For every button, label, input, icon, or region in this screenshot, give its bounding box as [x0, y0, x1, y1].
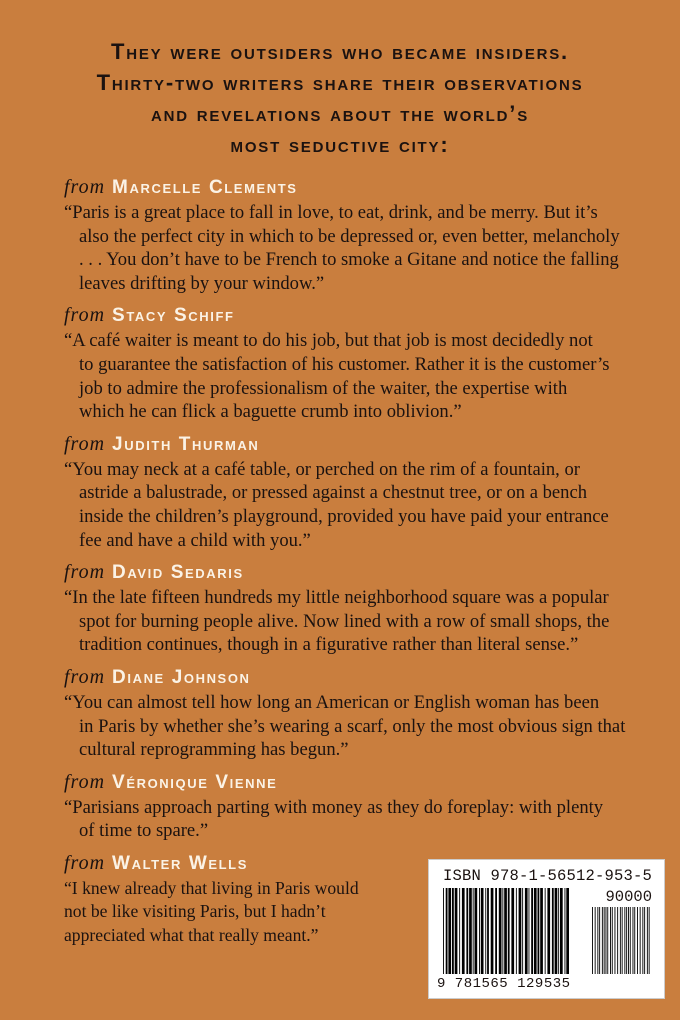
from-label: from [64, 176, 106, 198]
barcode-bar [534, 888, 537, 974]
quote-entry-david-sedaris [64, 559, 634, 657]
barcode-bar [479, 888, 480, 974]
barcode-bar [644, 907, 645, 974]
barcode-bar [529, 888, 530, 974]
attribution [64, 431, 634, 458]
author-name: Walter Wells [112, 852, 248, 874]
barcode-bar [455, 888, 458, 974]
quote-line: “You can almost tell how long an American or English woman has been [64, 691, 600, 713]
barcode-bar [462, 888, 465, 974]
barcode-bar [649, 907, 650, 974]
barcode-bar [516, 888, 517, 974]
quote-entry-judith-thurman [64, 431, 634, 552]
headline-line: Thirty-two writers share their observations [96, 70, 584, 95]
quote-text [64, 796, 634, 843]
barcode-bar [633, 907, 634, 974]
barcode-bar [607, 907, 608, 974]
barcode-bar [565, 888, 566, 974]
quote-line: “In the late fifteen hundreds my little neighborhood square was a popular [64, 587, 609, 609]
headline-line: most seductive city: [230, 132, 450, 157]
barcode-bar [525, 888, 528, 974]
barcode-bar [612, 907, 613, 974]
barcode-digits: 9 781565 129535 [437, 976, 571, 992]
from-label: from [64, 561, 106, 584]
barcode-bar [522, 888, 523, 974]
attribution [64, 664, 634, 691]
barcode-bar [626, 907, 627, 974]
quote-line: spot for burning people alive. Now lined with a row of small shops, the [79, 610, 610, 632]
barcode-bar [624, 907, 625, 974]
author-name: Judith Thurman [112, 433, 260, 455]
barcode-bar [499, 888, 502, 974]
quote-line: also the perfect city in which to be depressed or, even better, melancholy [79, 225, 620, 247]
barcode-bar [469, 888, 472, 974]
barcode-bar [595, 907, 596, 974]
barcode-bar [566, 888, 569, 974]
attribution [64, 302, 634, 329]
barcode-bar [552, 888, 554, 974]
quote-line: “Parisians approach parting with money as they do foreplay: with plenty [64, 796, 604, 818]
quote-line: which he can flick a baguette crumb into oblivion.” [79, 401, 462, 423]
price-barcode-bars [592, 907, 650, 974]
barcode-bar [481, 888, 484, 974]
barcode-bar [615, 907, 616, 974]
author-name: Marcelle Clements [112, 177, 298, 198]
barcode-bar [504, 888, 507, 974]
barcode-bar [647, 907, 648, 974]
barcode-bar [452, 888, 454, 974]
quote-entry-veronique-vienne [64, 769, 634, 843]
quote-line: to guarantee the satisfaction of his customer. Rather it is the customer’s [79, 353, 610, 375]
barcode-bar [545, 888, 546, 974]
barcode-bar [502, 888, 503, 974]
barcode-bar [560, 888, 563, 974]
author-name: Stacy Schiff [112, 305, 235, 327]
barcode-bar [640, 907, 641, 974]
barcode-bar [495, 888, 497, 974]
quote-line: cultural reprogramming has begun.” [79, 739, 349, 761]
back-cover-headline [60, 36, 620, 160]
quote-entry-stacy-schiff [64, 302, 634, 423]
quote-line: tradition continues, though in a figurative rather than literal sense.” [79, 634, 579, 656]
quote-text [64, 691, 634, 762]
barcode-bar [531, 888, 533, 974]
barcode-bar [592, 907, 593, 974]
barcode-bar [519, 888, 522, 974]
quote-line: appreciated what that really meant.” [64, 925, 319, 946]
quote-line: “A café waiter is meant to do his job, but that job is most decidedly not [64, 330, 593, 352]
barcode-bar [508, 888, 510, 974]
quote-line: job to admire the professionalism of the waiter, the expertise with [79, 377, 568, 399]
isbn-number: ISBN 978-1-56512-953-5 [443, 867, 653, 885]
quote-line: not be like visiting Paris, but I hadn’t [64, 901, 326, 922]
quote-line: fee and have a child with you.” [79, 529, 311, 551]
quote-line: “I knew already that living in Paris would [64, 877, 359, 898]
quote-line: “You may neck at a café table, or perched on the rim of a fountain, or [64, 458, 580, 480]
barcode-bar [634, 907, 635, 974]
price-code: 90000 [605, 888, 652, 906]
headline-line: and revelations about the world’s [150, 101, 529, 126]
barcode-bar [606, 907, 607, 974]
barcode-bar [642, 907, 643, 974]
quote-text [64, 329, 634, 423]
quote-text [64, 201, 634, 295]
barcode-bar [599, 907, 600, 974]
barcode-bar [622, 907, 623, 974]
author-name: Véronique Vienne [112, 771, 278, 793]
barcode-bar [448, 888, 451, 974]
barcode-bar [637, 907, 638, 974]
author-name: David Sedaris [112, 562, 244, 584]
barcode-bar [620, 907, 621, 974]
barcode-bar [610, 907, 611, 974]
barcode-bar [597, 907, 598, 974]
barcode-bar [547, 888, 550, 974]
barcode-bar [466, 888, 468, 974]
barcode-bar [630, 907, 631, 974]
barcode-bar [602, 907, 603, 974]
quote-line: inside the children’s playground, provided you have paid your entrance [79, 505, 609, 527]
barcode-bar [628, 907, 629, 974]
attribution [64, 559, 634, 586]
barcode-bar [555, 888, 558, 974]
barcode-bar [491, 888, 494, 974]
from-label: from [64, 770, 106, 793]
barcode-bar [511, 888, 514, 974]
barcode-bar [617, 907, 618, 974]
barcode-bar [604, 907, 605, 974]
quote-text [64, 586, 634, 657]
barcode-bars [443, 888, 583, 974]
quote-line: leaves drifting by your window.” [79, 272, 325, 294]
from-label: from [64, 851, 106, 874]
quote-line: in Paris by whether she’s wearing a scarf, only the most obvious sign that [79, 715, 626, 737]
quote-line: “Paris is a great place to fall in love, to eat, drink, and be merry. But it’s [64, 202, 598, 223]
quote-line: astride a balustrade, or pressed against a chestnut tree, or on a bench [79, 482, 588, 504]
attribution [64, 769, 634, 796]
quote-list [64, 174, 634, 955]
quote-entry-marcelle-clements [64, 174, 634, 295]
barcode-bar [473, 888, 474, 974]
quote-line: . . . You don’t have to be French to smoke a Gitane and notice the falling [79, 249, 619, 271]
isbn-barcode [428, 859, 665, 999]
barcode-bar [459, 888, 460, 974]
attribution [64, 174, 634, 201]
barcode-bar [485, 888, 486, 974]
from-label: from [64, 665, 106, 688]
headline-line: They were outsiders who became insiders. [111, 39, 569, 64]
from-label: from [64, 304, 106, 327]
author-name: Diane Johnson [112, 666, 251, 688]
from-label: from [64, 432, 106, 455]
barcode-bar [540, 888, 543, 974]
quote-text [64, 458, 634, 552]
barcode-bar [443, 888, 444, 974]
quote-entry-diane-johnson [64, 664, 634, 762]
barcode-bar [487, 888, 489, 974]
barcode-bar [446, 888, 448, 974]
barcode-bar [475, 888, 478, 974]
barcode-bar [538, 888, 540, 974]
barcode-bar [558, 888, 559, 974]
quote-line: of time to spare.” [79, 820, 209, 842]
